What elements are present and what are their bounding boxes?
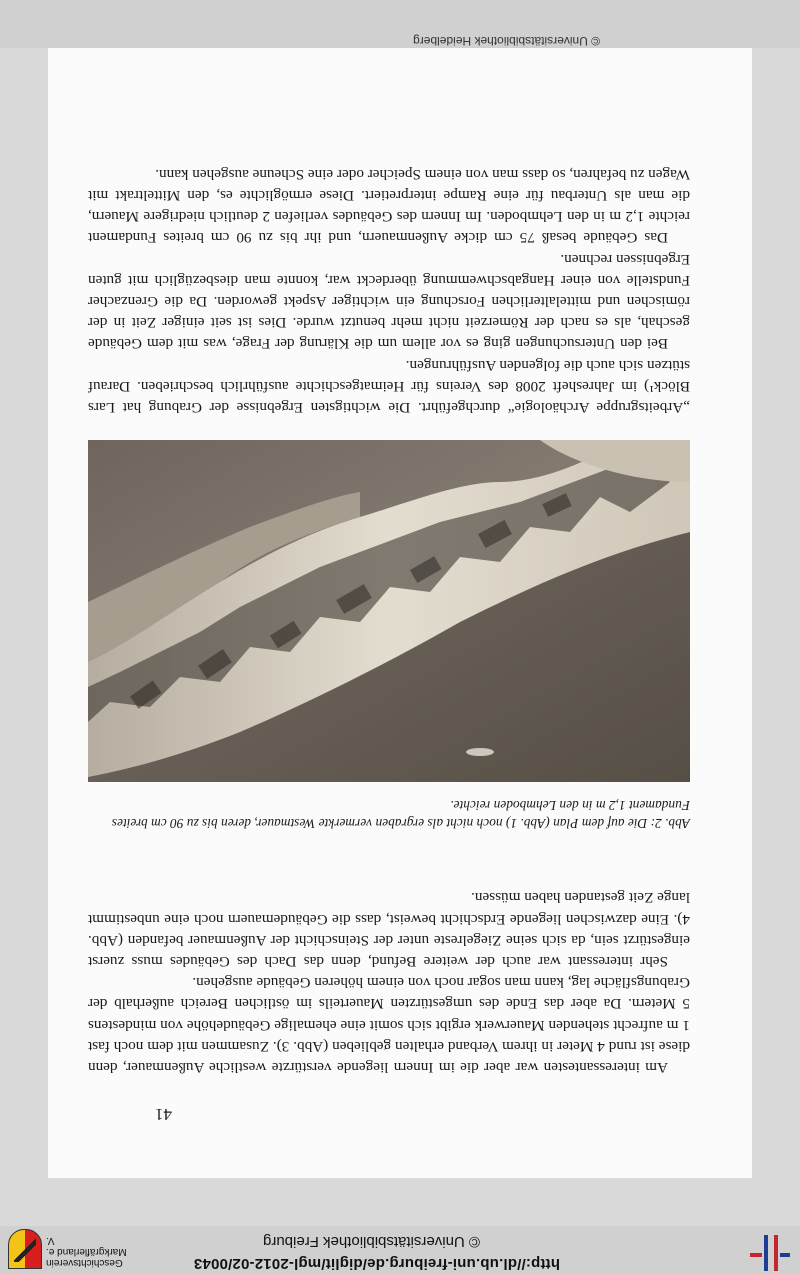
library-copyright: © Universitätsbibliothek Freiburg	[263, 1233, 480, 1250]
paragraph: Das Gebäude besaß 75 cm dicke Außenmauern, und ihr bis zu 90 cm breites Fundament reichte 1,2 m in den Lehmboden. Im Innern des Gebäudes verliefen 2 deutlich niedrigere Mauern, die man als Unterbau für eine Rampe interpretiert. Diese ermöglichte es, den Mitteltrakt mit Wagen zu befahren, so dass man von einem Speicher oder eine Scheune ausgehen kann.	[88, 165, 690, 247]
text-block-lower	[88, 164, 690, 418]
paragraph: Am interessantesten war aber die im Innern liegende verstürzte westliche Außenmauer, denn diese ist rund 4 Meter in ihrem Verband erhalten geblieben (Abb. 3). Zusammen mit dem noch fast 1 m aufrecht stehenden Mauerwerk ergibt sich somit eine ehemalige Gebäudehöhe von mindestens 5 Metern. Da aber das Ende des umgestürzten Mauerteils im östlichen Bereich außerhalb der Grabungsfläche lag, kann man sogar noch von einem höheren Gebäude ausgehen.	[88, 974, 690, 1076]
society-crest-icon	[8, 1229, 42, 1269]
footer-library-copyright: © Universitätsbibliothek Heidelberg	[413, 34, 600, 48]
page-number: 41	[155, 1105, 172, 1124]
header-band	[0, 1226, 800, 1274]
excavation-photo	[88, 440, 690, 782]
document-page	[48, 48, 752, 1178]
society-name: Geschichtsverein Markgräflerland e. V.	[46, 1235, 127, 1268]
photo-illustration	[88, 440, 690, 782]
figure-caption: Abb. 2: Die auf dem Plan (Abb. 1) noch nicht als ergraben vermerkte Westmauer, deren bis zu 90 cm breites Fundament 1,2 m in den Lehmboden reichte.	[111, 798, 690, 831]
text-block-upper	[88, 887, 690, 1078]
document-url-link[interactable]: http://dl.ub.uni-freiburg.de/diglit/mgl-2012-02/0043	[193, 1255, 560, 1272]
footer-band	[0, 0, 800, 48]
paragraph: „Arbeitsgruppe Archäologie“ durchgeführt. Die wichtigsten Ergebnisse der Grabung hat Lars Blöck¹) im Jahresheft 2008 des Vereins für Heimatgeschichte ausführlich beschrieben. Darauf stützen sich auch die folgenden Ausführungen.	[88, 356, 690, 416]
university-library-logo-icon	[746, 1229, 790, 1271]
paragraph: Bei den Untersuchungen ging es vor allem um die Klärung der Frage, was mit dem Gebäude geschah, als es nach der Römerzeit nicht mehr benutzt wurde. Dies ist seit einiger Zeit in der römischen und mittelalterlichen Forschung ein wichtiger Aspekt geworden. Da die Grenzacher Fundstelle von einer Hangabschwemmung überdeckt war, konnte man diesbezüglich mit guten Ergebnissen rechnen.	[88, 250, 690, 353]
paragraph: Sehr interessant war auch der weitere Befund, denn das Dach des Gebäudes muss zuerst eingestürzt sein, da sich seine Ziegelreste unter der Steinschicht der Außenmauer befanden (Abb. 4). Eine dazwischen liegende Erdschicht beweist, dass die Gebäudemauern noch eine unbestimmt lange Zeit gestanden haben müssen.	[88, 889, 690, 970]
